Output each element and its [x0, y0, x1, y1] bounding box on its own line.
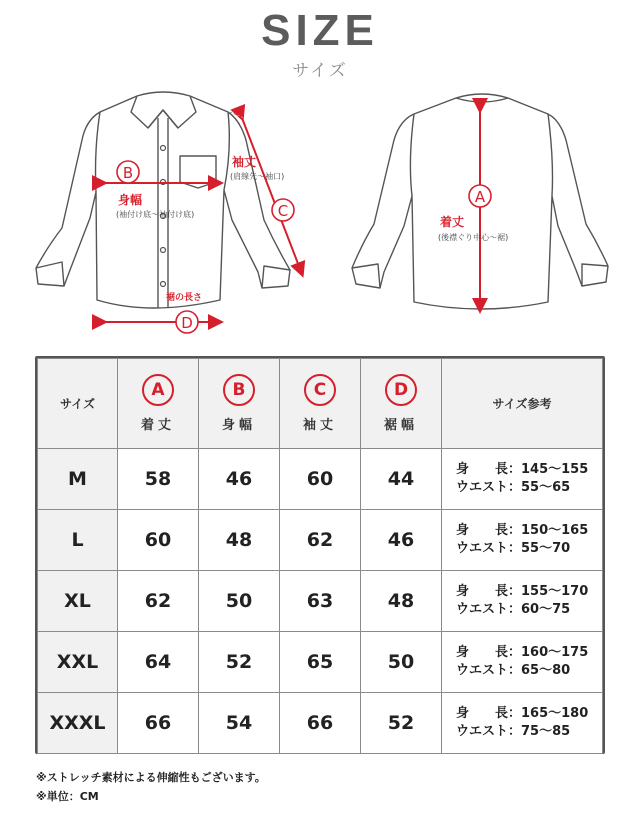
table-row: [38, 510, 603, 571]
ref-cell: [442, 632, 603, 693]
col-a-name: 着丈: [140, 418, 175, 433]
ref-waist: ウエスト：55～65: [456, 480, 571, 495]
table-row: [38, 632, 603, 693]
header-size: サイズ: [38, 359, 118, 449]
value-d: 46: [361, 510, 442, 571]
sleeve-arrow: [242, 118, 302, 274]
notes: [36, 768, 266, 806]
badge-b: B: [223, 374, 255, 406]
header-col-d: [361, 359, 442, 449]
header-col-c: [280, 359, 361, 449]
value-c: 63: [280, 571, 361, 632]
ref-cell: [442, 571, 603, 632]
value-b: 50: [199, 571, 280, 632]
ref-cell: [442, 510, 603, 571]
sleeve-sub: (肩線先～袖口): [230, 172, 285, 181]
length-label: 着丈: [440, 215, 465, 229]
value-a: 58: [118, 449, 199, 510]
page-title: SIZE: [261, 6, 379, 55]
size-cell: XL: [38, 571, 118, 632]
page-subtitle: サイズ: [292, 61, 348, 81]
sleeve-label: 袖丈: [232, 155, 257, 169]
badge-b-letter: B: [122, 164, 134, 182]
ref-waist: ウエスト：75～85: [456, 724, 571, 739]
ref-height: 身 長：145～155: [456, 462, 589, 477]
value-b: 54: [199, 693, 280, 754]
col-c-name: 袖丈: [302, 418, 337, 433]
badge-d: D: [385, 374, 417, 406]
note-stretch: ※ストレッチ素材による伸縮性もございます。: [36, 771, 266, 784]
badge-a: A: [142, 374, 174, 406]
ref-height: 身 長：150～165: [456, 523, 589, 538]
ref-cell: [442, 449, 603, 510]
size-cell: L: [38, 510, 118, 571]
value-c: 65: [280, 632, 361, 693]
ref-waist: ウエスト：60～75: [456, 602, 571, 617]
badge-d-letter: D: [181, 314, 193, 332]
value-c: 60: [280, 449, 361, 510]
value-a: 62: [118, 571, 199, 632]
front-shirt-illustration: [36, 92, 290, 308]
table-header-row: [38, 359, 603, 449]
length-sub: (後襟ぐり中心～裾): [438, 233, 509, 242]
header-col-b: [199, 359, 280, 449]
header-ref: サイズ参考: [442, 359, 603, 449]
value-a: 60: [118, 510, 199, 571]
value-c: 66: [280, 693, 361, 754]
value-a: 64: [118, 632, 199, 693]
ref-height: 身 長：165～180: [456, 706, 589, 721]
col-d-name: 裾幅: [383, 418, 418, 433]
badge-c-letter: C: [277, 202, 289, 220]
ref-waist: ウエスト：55～70: [456, 541, 571, 556]
ref-cell: [442, 693, 603, 754]
shirt-diagram: [0, 0, 640, 345]
value-c: 62: [280, 510, 361, 571]
value-b: 52: [199, 632, 280, 693]
header-col-a: [118, 359, 199, 449]
value-d: 48: [361, 571, 442, 632]
value-b: 46: [199, 449, 280, 510]
value-d: 52: [361, 693, 442, 754]
ref-height: 身 長：155～170: [456, 584, 589, 599]
col-b-name: 身幅: [221, 418, 256, 433]
value-d: 44: [361, 449, 442, 510]
size-cell: XXL: [38, 632, 118, 693]
note-unit: ※単位：CM: [36, 790, 99, 803]
ref-height: 身 長：160～175: [456, 645, 589, 660]
body-width-sub: (袖付け底～袖付け底): [116, 210, 195, 219]
hem-label: 裾の長さ: [166, 293, 203, 303]
value-b: 48: [199, 510, 280, 571]
body-width-label: 身幅: [118, 193, 143, 207]
table-row: [38, 693, 603, 754]
value-d: 50: [361, 632, 442, 693]
size-cell: M: [38, 449, 118, 510]
size-cell: XXXL: [38, 693, 118, 754]
badge-a-letter: A: [474, 188, 486, 206]
badge-c: C: [304, 374, 336, 406]
ref-waist: ウエスト：65～80: [456, 663, 571, 678]
size-table: [35, 356, 605, 754]
value-a: 66: [118, 693, 199, 754]
table-row: [38, 571, 603, 632]
table-row: [38, 449, 603, 510]
